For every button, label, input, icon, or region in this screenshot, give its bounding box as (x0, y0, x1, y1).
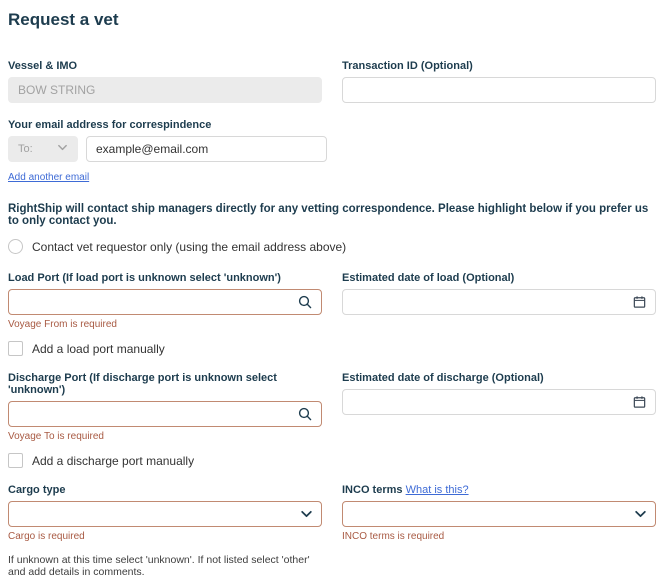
discharge-date-label: Estimated date of discharge (Optional) (342, 372, 544, 384)
transaction-id-field-group (342, 60, 656, 103)
cargo-type-error: Cargo is required (8, 531, 85, 542)
email-to-select[interactable] (8, 136, 78, 162)
inco-what-is-this-link[interactable]: What is this? (405, 484, 469, 496)
inco-terms-error: INCO terms is required (342, 531, 445, 542)
contact-requestor-only-radio[interactable] (8, 239, 23, 254)
load-port-input[interactable] (8, 289, 322, 315)
contact-requestor-only-label: Contact vet requestor only (using the email address above) (32, 239, 347, 254)
page-title: Request a vet (8, 10, 119, 29)
email-input[interactable] (86, 136, 327, 162)
load-port-label: Load Port (If load port is unknown select 'unknown') (8, 272, 281, 284)
vessel-imo-label: Vessel & IMO (8, 60, 78, 72)
cargo-type-label: Cargo type (8, 484, 66, 496)
vessel-imo-field-group (8, 60, 322, 103)
contact-notice-text: RightShip will contact ship managers directly for any vetting correspondence. Please highlight below if you prefer us to only contact you. (8, 203, 649, 227)
add-discharge-port-manually-checkbox[interactable] (8, 453, 23, 468)
add-load-port-manually-label: Add a load port manually (32, 341, 165, 356)
add-another-email-link[interactable]: Add another email (8, 172, 90, 183)
email-to-select-value: To: (18, 143, 33, 155)
transaction-id-input[interactable] (342, 77, 656, 103)
cargo-type-select[interactable] (8, 501, 322, 527)
discharge-date-input[interactable] (342, 389, 656, 415)
inco-terms-label (342, 484, 656, 496)
discharge-port-error: Voyage To is required (8, 431, 104, 442)
discharge-port-input[interactable] (8, 401, 322, 427)
load-port-field-group (8, 272, 322, 356)
load-date-field-group (342, 272, 656, 315)
cargo-helper-text: If unknown at this time select 'unknown'. If not listed select 'other' and add details in comments. (8, 554, 310, 578)
cargo-type-field-group (8, 484, 322, 578)
transaction-id-label: Transaction ID (Optional) (342, 60, 473, 72)
add-load-port-manually-checkbox[interactable] (8, 341, 23, 356)
load-date-input[interactable] (342, 289, 656, 315)
chevron-down-icon (57, 142, 68, 156)
inco-terms-field-group (342, 484, 656, 542)
email-label: Your email address for correspindence (8, 119, 212, 131)
vessel-imo-input[interactable] (8, 77, 322, 103)
inco-terms-select[interactable] (342, 501, 656, 527)
inco-terms-label-text: INCO terms (342, 484, 403, 496)
discharge-port-label: Discharge Port (If discharge port is unknown select 'unknown') (8, 372, 277, 396)
discharge-date-field-group (342, 372, 656, 415)
add-discharge-port-manually-label: Add a discharge port manually (32, 453, 195, 468)
discharge-port-field-group (8, 372, 322, 468)
load-port-error: Voyage From is required (8, 319, 117, 330)
load-date-label: Estimated date of load (Optional) (342, 272, 515, 284)
